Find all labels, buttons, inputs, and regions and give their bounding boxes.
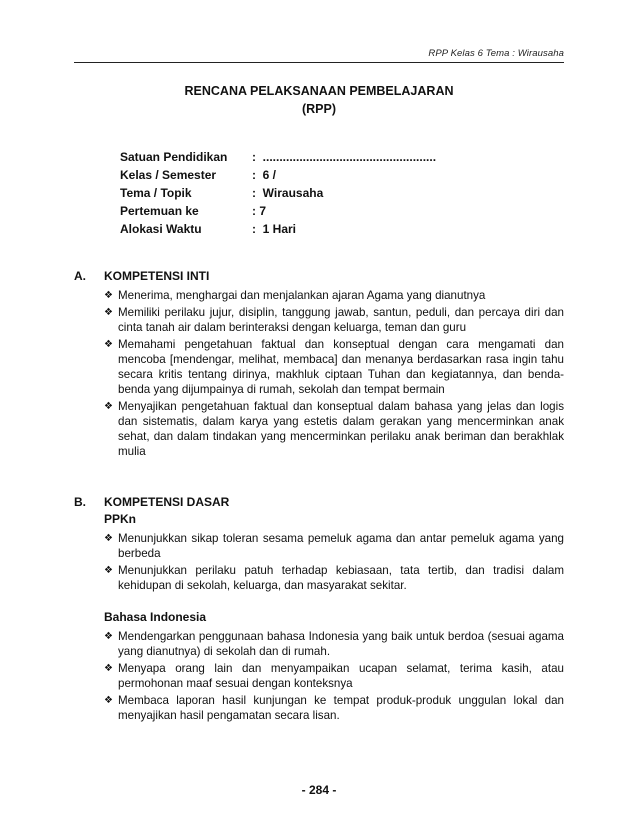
list-item xyxy=(74,399,564,459)
list-item-text: Menerima, menghargai dan menjalankan ajaran Agama yang dianutnya xyxy=(118,289,486,302)
list-item xyxy=(74,305,564,335)
section-letter: A. xyxy=(74,269,86,283)
bullet-list xyxy=(74,629,564,723)
meta-row xyxy=(120,166,436,184)
section-heading xyxy=(74,494,564,511)
list-item-text: Menunjukkan sikap toleran sesama pemeluk agama dan antar pemeluk agama yang berbeda xyxy=(118,532,564,560)
section-title: KOMPETENSI INTI xyxy=(104,269,210,283)
diamond-bullet-icon: ❖ xyxy=(104,401,113,412)
diamond-bullet-icon: ❖ xyxy=(104,307,113,318)
list-item xyxy=(74,337,564,397)
section-kompetensi-dasar xyxy=(74,494,564,725)
page-number: - 284 - xyxy=(301,783,337,797)
meta-table xyxy=(120,148,436,238)
title-line-2: (RPP) xyxy=(301,102,337,116)
list-item-text: Menyapa orang lain dan menyampaikan ucapan selamat, terima kasih, atau permohonan maaf sesuai dengan konteksnya xyxy=(118,662,564,690)
running-header: RPP Kelas 6 Tema : Wirausaha xyxy=(428,48,564,59)
document-title xyxy=(74,82,564,118)
meta-value: : 6 / xyxy=(252,168,277,182)
meta-row xyxy=(120,184,436,202)
list-item xyxy=(74,661,564,691)
diamond-bullet-icon: ❖ xyxy=(104,631,113,642)
meta-label: Kelas / Semester xyxy=(120,168,217,182)
header-rule xyxy=(74,62,564,63)
diamond-bullet-icon: ❖ xyxy=(104,290,113,301)
meta-label: Tema / Topik xyxy=(120,186,192,200)
diamond-bullet-icon: ❖ xyxy=(104,339,113,350)
meta-label: Alokasi Waktu xyxy=(120,222,202,236)
subject-heading-bahasa-indonesia: Bahasa Indonesia xyxy=(104,610,207,624)
meta-value: : .................................................... xyxy=(252,150,437,164)
list-item-text: Membaca laporan hasil kunjungan ke tempat produk-produk unggulan lokal dan menyajikan hasil pengamatan secara lisan. xyxy=(118,694,564,722)
list-item-text: Menyajikan pengetahuan faktual dan konseptual dalam bahasa yang jelas dan logis dan sistematis, dalam karya yang estetis dalam gerakan yang mencerminkan anak sehat, dan dalam tindakan yang mencerminkan perilaku anak beriman dan berakhlak mulia xyxy=(118,400,564,458)
list-item xyxy=(74,563,564,593)
meta-value: : 1 Hari xyxy=(252,222,297,236)
meta-row xyxy=(120,202,436,220)
list-item-text: Mendengarkan penggunaan bahasa Indonesia yang baik untuk berdoa (sesuai agama yang dianutnya) di sekolah dan di rumah. xyxy=(118,630,564,658)
list-item xyxy=(74,629,564,659)
list-item-text: Menunjukkan perilaku patuh terhadap kebiasaan, tata tertib, dan tradisi dalam kehidupan di sekolah, keluarga, dan masyarakat sekitar. xyxy=(118,564,564,592)
list-item-text: Memahami pengetahuan faktual dan konseptual dengan cara mengamati dan mencoba [mendengar, melihat, membaca] dan menanya berdasarkan rasa ingin tahu secara kritis tentang dirinya, makhluk ciptaan Tuhan dan kegiatannya, dan benda-benda yang dijumpainya di rumah, sekolah dan tempat bermain xyxy=(118,338,564,396)
diamond-bullet-icon: ❖ xyxy=(104,565,113,576)
section-title: KOMPETENSI DASAR xyxy=(104,495,230,509)
list-item xyxy=(74,693,564,723)
meta-row xyxy=(120,220,436,238)
bullet-list xyxy=(74,531,564,593)
meta-label: Pertemuan ke xyxy=(120,204,199,218)
section-kompetensi-inti xyxy=(74,268,564,461)
diamond-bullet-icon: ❖ xyxy=(104,533,113,544)
meta-value: : 7 xyxy=(252,204,267,218)
title-line-1: RENCANA PELAKSANAAN PEMBELAJARAN xyxy=(184,84,454,98)
section-letter: B. xyxy=(74,495,86,509)
section-heading xyxy=(74,268,564,285)
diamond-bullet-icon: ❖ xyxy=(104,663,113,674)
meta-row xyxy=(120,148,436,166)
list-item-text: Memiliki perilaku jujur, disiplin, tanggung jawab, santun, peduli, dan percaya diri dan cinta tanah air dalam berinteraksi dengan keluarga, teman dan guru xyxy=(118,306,564,334)
meta-label: Satuan Pendidikan xyxy=(120,150,228,164)
bullet-list xyxy=(74,288,564,459)
subject-heading-ppkn: PPKn xyxy=(104,512,137,526)
diamond-bullet-icon: ❖ xyxy=(104,695,113,706)
meta-value: : Wirausaha xyxy=(252,186,324,200)
list-item xyxy=(74,531,564,561)
list-item xyxy=(74,288,564,303)
